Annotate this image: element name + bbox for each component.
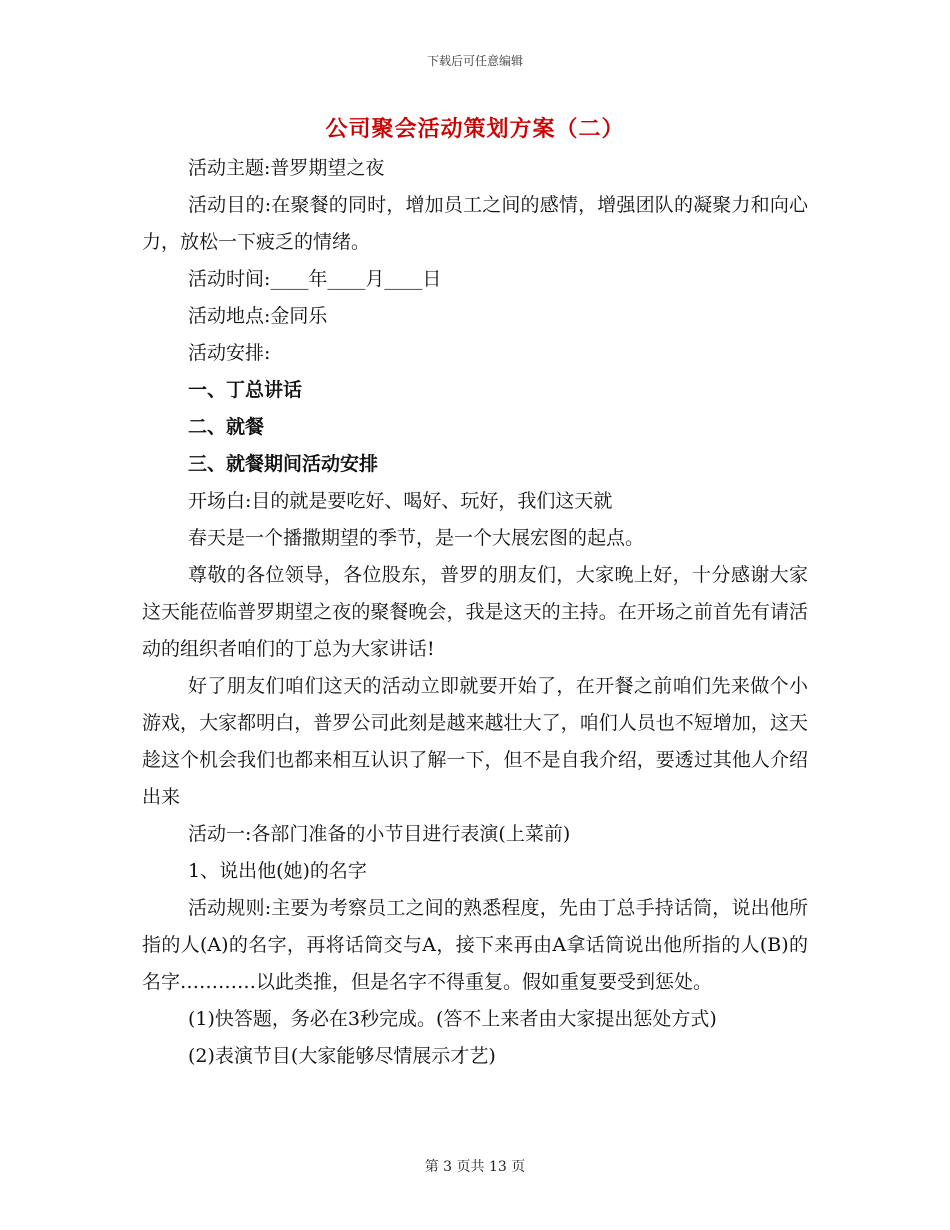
paragraph-rules: 活动规则:主要为考察员工之间的熟悉程度，先由丁总手持话筒，说出他所指的人(A)的名字，再将话筒交与A，接下来再由A拿话筒说出他所指的人(B)的名字…………以此类推，但是名字不得重复。假如重复要受到惩处。 xyxy=(142,897,808,993)
paragraph-spring: 春天是一个播撒期望的季节，是一个大展宏图的起点。 xyxy=(188,527,645,549)
document-title: 公司聚会活动策划方案（二） xyxy=(325,116,625,142)
paragraph-activity-one: 活动一:各部门准备的小节目进行表演(上菜前) xyxy=(188,823,571,845)
heading-dinner: 二、就餐 xyxy=(188,416,265,438)
header-note: 下载后可任意编辑 xyxy=(426,54,523,68)
page-footer: 第 3 页共 13 页 xyxy=(424,1159,526,1175)
paragraph-purpose: 活动目的:在聚餐的同时，增加员工之间的感情，增强团队的凝聚力和向心力，放松一下疲乏的情绪。 xyxy=(142,194,808,253)
paragraph-game-intro: 好了朋友们咱们这天的活动立即就要开始了，在开餐之前咱们先来做个小游戏，大家都明白，普罗公司此刻是越来越壮大了，咱们人员也不短增加，这天趁这个机会我们也都来相互认识了解一下，但不是自我介绍，要透过其他人介绍出来 xyxy=(142,675,808,808)
heading-activities: 三、就餐期间活动安排 xyxy=(188,453,379,475)
paragraph-opening: 开场白:目的就是要吃好、喝好、玩好，我们这天就 xyxy=(188,490,613,512)
paragraph-quick-answer: (1)快答题，务必在3秒完成。(答不上来者由大家提出惩处方式) xyxy=(188,1008,717,1030)
paragraph-time: 活动时间:____年____月____日 xyxy=(188,268,442,290)
heading-speech: 一、丁总讲话 xyxy=(188,379,303,401)
paragraph-greeting: 尊敬的各位领导，各位股东，普罗的朋友们，大家晚上好，十分感谢大家这天能莅临普罗期望之夜的聚餐晚会，我是这天的主持。在开场之前首先有请活动的组织者咱们的丁总为大家讲话! xyxy=(142,564,808,660)
paragraph-theme: 活动主题:普罗期望之夜 xyxy=(188,157,385,179)
paragraph-say-name: 1、说出他(她)的名字 xyxy=(188,860,367,882)
document-body xyxy=(142,150,808,1075)
paragraph-arrangement: 活动安排: xyxy=(188,342,271,364)
paragraph-location: 活动地点:金同乐 xyxy=(188,305,328,327)
paragraph-performance: (2)表演节目(大家能够尽情展示才艺) xyxy=(188,1045,496,1067)
